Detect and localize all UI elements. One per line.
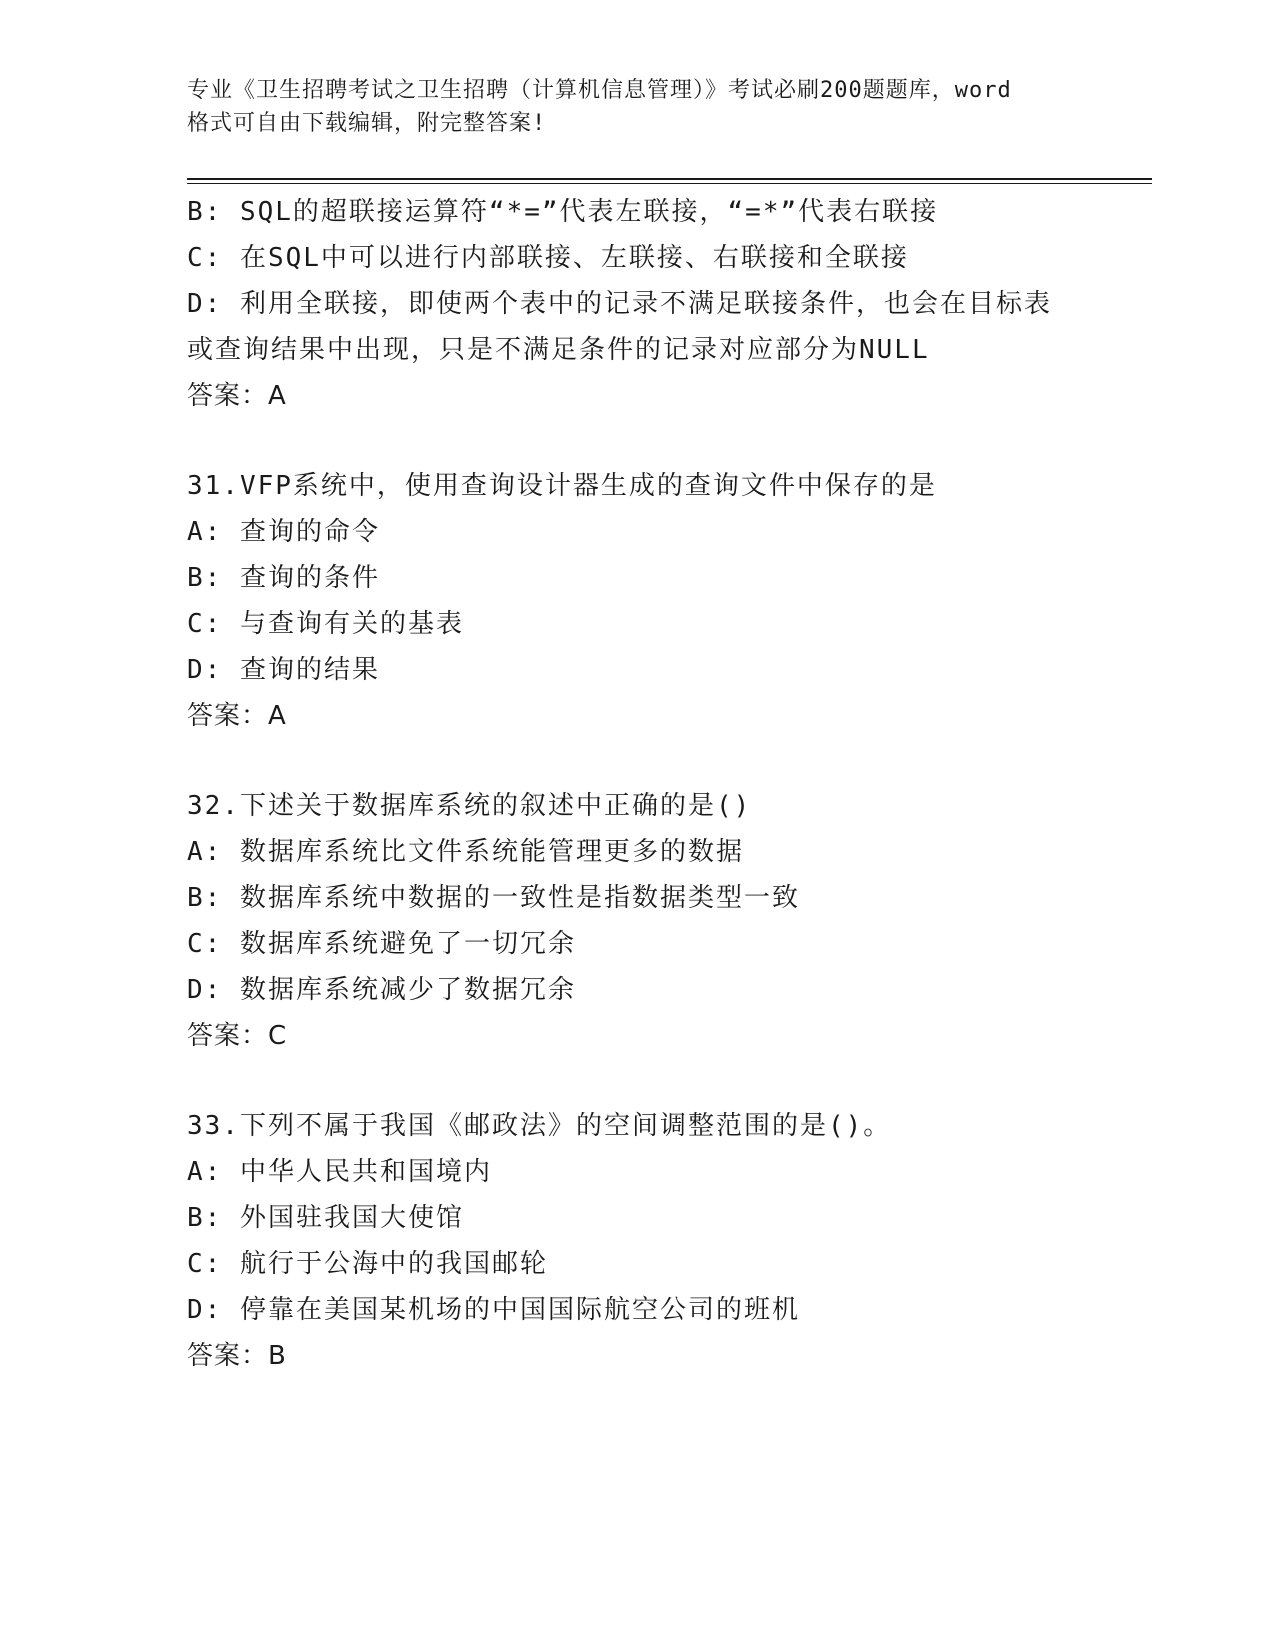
option-a: A: 查询的命令: [187, 517, 380, 547]
option-c: C: 在SQL中可以进行内部联接、左联接、右联接和全联接: [187, 243, 909, 273]
option-b: B: 数据库系统中数据的一致性是指数据类型一致: [187, 883, 800, 913]
option-d-line-1: D: 利用全联接，即使两个表中的记录不满足联接条件，也会在目标表: [187, 289, 1052, 319]
question-stem: 31.VFP系统中，使用查询设计器生成的查询文件中保存的是: [187, 471, 937, 501]
header-divider-thick: [187, 178, 1152, 180]
option-c: C: 与查询有关的基表: [187, 609, 464, 639]
question-32: [187, 783, 1087, 1059]
option-a: A: 中华人民共和国境内: [187, 1157, 492, 1187]
option-d: D: 查询的结果: [187, 655, 380, 685]
header-line-1: 专业《卫生招聘考试之卫生招聘（计算机信息管理）》考试必刷200题题库，word: [187, 78, 1012, 103]
option-d: D: 数据库系统减少了数据冗余: [187, 975, 576, 1005]
question-30-continued: [187, 189, 1087, 419]
option-b: B: SQL的超联接运算符“*=”代表左联接，“=*”代表右联接: [187, 197, 939, 227]
question-content: [187, 189, 1087, 1379]
option-a: A: 数据库系统比文件系统能管理更多的数据: [187, 837, 744, 867]
document-header: [187, 74, 1087, 140]
option-d: D: 停靠在美国某机场的中国国际航空公司的班机: [187, 1295, 800, 1325]
option-b: B: 查询的条件: [187, 563, 380, 593]
question-stem: 33.下列不属于我国《邮政法》的空间调整范围的是()。: [187, 1111, 892, 1141]
answer-label: 答案：A: [187, 381, 287, 411]
spacer: [187, 1059, 1087, 1103]
question-31: [187, 463, 1087, 739]
answer-label: 答案：C: [187, 1021, 288, 1051]
answer-label: 答案：A: [187, 701, 287, 731]
option-c: C: 航行于公海中的我国邮轮: [187, 1249, 548, 1279]
option-b: B: 外国驻我国大使馆: [187, 1203, 464, 1233]
option-d-line-2: 或查询结果中出现，只是不满足条件的记录对应部分为NULL: [187, 335, 930, 365]
question-33: [187, 1103, 1087, 1379]
answer-label: 答案：B: [187, 1341, 287, 1371]
spacer: [187, 419, 1087, 463]
spacer: [187, 739, 1087, 783]
header-divider-thin: [187, 183, 1152, 184]
question-stem: 32.下述关于数据库系统的叙述中正确的是(): [187, 791, 752, 821]
header-line-2: 格式可自由下载编辑，附完整答案!: [187, 111, 547, 136]
option-c: C: 数据库系统避免了一切冗余: [187, 929, 576, 959]
